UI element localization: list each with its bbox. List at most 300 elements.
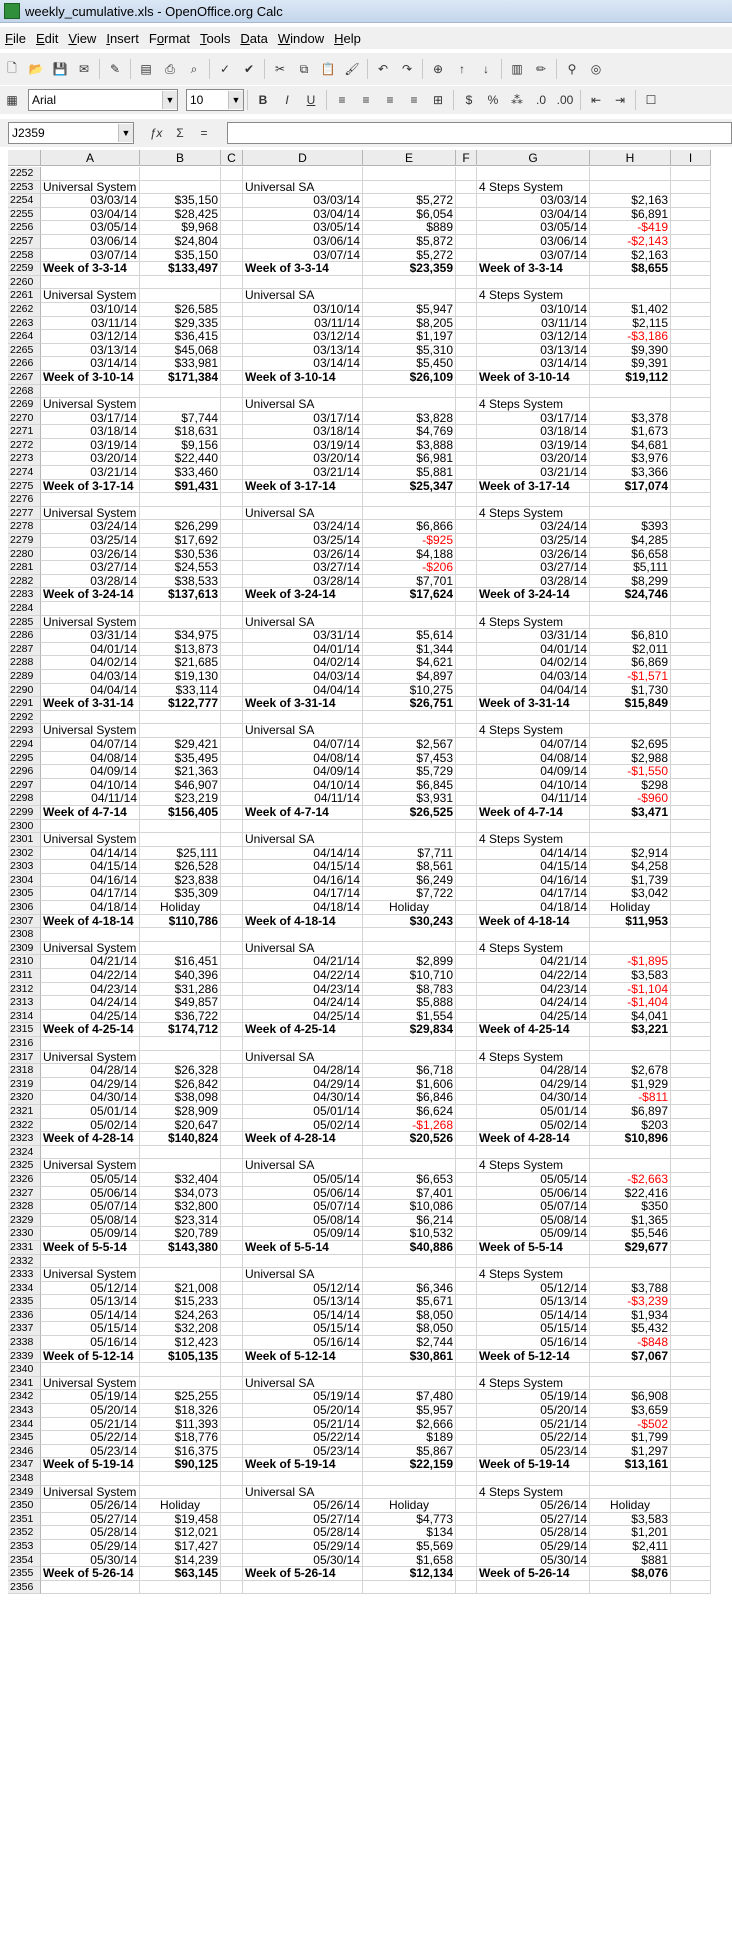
cell-c[interactable] [221, 1132, 243, 1146]
column-header-e[interactable]: E [363, 150, 456, 166]
cell-i[interactable] [671, 942, 711, 956]
cell-f[interactable] [456, 1159, 477, 1173]
cell-i[interactable] [671, 466, 711, 480]
cell-h[interactable] [590, 507, 671, 521]
cell-e[interactable]: $23,359 [363, 262, 456, 276]
cell-h[interactable]: $1,201 [590, 1526, 671, 1540]
cell-c[interactable] [221, 493, 243, 507]
row-header[interactable]: 2271 [8, 425, 41, 439]
cell-d[interactable]: 03/20/14 [243, 452, 363, 466]
cell-g[interactable]: 03/10/14 [477, 303, 590, 317]
cell-h[interactable]: $1,673 [590, 425, 671, 439]
cell-i[interactable] [671, 1241, 711, 1255]
cell-g[interactable]: 03/27/14 [477, 561, 590, 575]
row-header[interactable]: 2307 [8, 915, 41, 929]
cell-a[interactable]: Universal System [41, 1051, 140, 1065]
cell-d[interactable]: 03/03/14 [243, 194, 363, 208]
row-header[interactable]: 2297 [8, 779, 41, 793]
cell-f[interactable] [456, 1295, 477, 1309]
cell-a[interactable]: Week of 4-28-14 [41, 1132, 140, 1146]
cell-e[interactable]: $2,567 [363, 738, 456, 752]
cell-b[interactable]: $19,130 [140, 670, 221, 684]
cell-g[interactable]: 04/03/14 [477, 670, 590, 684]
cell-c[interactable] [221, 1064, 243, 1078]
row-header[interactable]: 2336 [8, 1309, 41, 1323]
cell-g[interactable]: 05/16/14 [477, 1336, 590, 1350]
cell-a[interactable]: 03/06/14 [41, 235, 140, 249]
cell-g[interactable]: 4 Steps System [477, 942, 590, 956]
align-left-icon[interactable]: ≡ [338, 93, 346, 107]
cell-d[interactable]: 04/04/14 [243, 684, 363, 698]
row-header[interactable]: 2278 [8, 520, 41, 534]
cell-a[interactable] [41, 1146, 140, 1160]
cell-h[interactable] [590, 1037, 671, 1051]
cell-a[interactable]: 05/19/14 [41, 1390, 140, 1404]
cell-d[interactable]: 03/18/14 [243, 425, 363, 439]
cell-c[interactable] [221, 1051, 243, 1065]
cell-g[interactable] [477, 1255, 590, 1269]
cell-c[interactable] [221, 697, 243, 711]
cell-c[interactable] [221, 616, 243, 630]
cell-b[interactable]: $24,553 [140, 561, 221, 575]
cell-e[interactable]: $889 [363, 221, 456, 235]
cell-b[interactable]: $16,451 [140, 955, 221, 969]
cell-f[interactable] [456, 371, 477, 385]
open-folder-icon[interactable]: 📂 [28, 62, 44, 76]
cell-g[interactable]: 04/11/14 [477, 792, 590, 806]
cell-c[interactable] [221, 1363, 243, 1377]
cell-g[interactable] [477, 928, 590, 942]
cell-i[interactable] [671, 1105, 711, 1119]
row-header[interactable]: 2286 [8, 629, 41, 643]
cell-g[interactable]: 05/23/14 [477, 1445, 590, 1459]
cell-h[interactable]: $6,869 [590, 656, 671, 670]
cell-b[interactable]: $24,263 [140, 1309, 221, 1323]
cell-f[interactable] [456, 303, 477, 317]
cell-f[interactable] [456, 887, 477, 901]
cell-b[interactable] [140, 385, 221, 399]
cell-g[interactable]: 03/19/14 [477, 439, 590, 453]
cell-h[interactable]: $7,067 [590, 1350, 671, 1364]
cell-c[interactable] [221, 1200, 243, 1214]
cell-c[interactable] [221, 1336, 243, 1350]
cell-d[interactable]: 05/27/14 [243, 1513, 363, 1527]
cell-b[interactable]: $137,613 [140, 588, 221, 602]
cell-i[interactable] [671, 1255, 711, 1269]
cell-g[interactable]: 4 Steps System [477, 1159, 590, 1173]
cell-h[interactable]: $3,976 [590, 452, 671, 466]
cell-a[interactable] [41, 276, 140, 290]
cell-e[interactable]: $4,897 [363, 670, 456, 684]
cell-i[interactable] [671, 235, 711, 249]
cell-a[interactable]: Universal System [41, 833, 140, 847]
cell-h[interactable] [590, 1159, 671, 1173]
cell-a[interactable]: 04/22/14 [41, 969, 140, 983]
row-header[interactable]: 2309 [8, 942, 41, 956]
cell-a[interactable] [41, 928, 140, 942]
cell-i[interactable] [671, 1445, 711, 1459]
cell-c[interactable] [221, 1322, 243, 1336]
cell-d[interactable] [243, 1363, 363, 1377]
cell-d[interactable]: 05/08/14 [243, 1214, 363, 1228]
delete-decimal-icon[interactable]: .00 [556, 93, 574, 107]
cell-d[interactable] [243, 928, 363, 942]
cell-b[interactable]: $122,777 [140, 697, 221, 711]
cell-b[interactable]: $28,425 [140, 208, 221, 222]
cell-g[interactable]: 04/04/14 [477, 684, 590, 698]
cell-e[interactable]: $6,981 [363, 452, 456, 466]
cell-a[interactable]: 05/13/14 [41, 1295, 140, 1309]
cell-d[interactable]: 04/21/14 [243, 955, 363, 969]
cell-e[interactable]: Holiday [363, 1499, 456, 1513]
cell-c[interactable] [221, 167, 243, 181]
cell-i[interactable] [671, 1119, 711, 1133]
cell-a[interactable]: 04/24/14 [41, 996, 140, 1010]
cell-c[interactable] [221, 1091, 243, 1105]
row-header[interactable]: 2344 [8, 1418, 41, 1432]
cell-d[interactable]: 03/21/14 [243, 466, 363, 480]
cell-f[interactable] [456, 1091, 477, 1105]
column-header-a[interactable]: A [41, 150, 140, 166]
cell-f[interactable] [456, 602, 477, 616]
cell-c[interactable] [221, 1390, 243, 1404]
cell-b[interactable] [140, 833, 221, 847]
cell-g[interactable]: 05/02/14 [477, 1119, 590, 1133]
cell-c[interactable] [221, 1526, 243, 1540]
cell-e[interactable]: $5,272 [363, 194, 456, 208]
cell-e[interactable]: $30,243 [363, 915, 456, 929]
cell-d[interactable]: 04/29/14 [243, 1078, 363, 1092]
cell-c[interactable] [221, 194, 243, 208]
cell-a[interactable]: 04/01/14 [41, 643, 140, 657]
cell-f[interactable] [456, 1309, 477, 1323]
cell-h[interactable]: $3,366 [590, 466, 671, 480]
cell-d[interactable]: Week of 3-31-14 [243, 697, 363, 711]
cell-i[interactable] [671, 643, 711, 657]
cell-b[interactable] [140, 711, 221, 725]
cell-d[interactable]: Week of 5-12-14 [243, 1350, 363, 1364]
row-header[interactable]: 2277 [8, 507, 41, 521]
row-header[interactable]: 2253 [8, 181, 41, 195]
cell-i[interactable] [671, 724, 711, 738]
cell-c[interactable] [221, 1350, 243, 1364]
row-header[interactable]: 2353 [8, 1540, 41, 1554]
row-header[interactable]: 2273 [8, 452, 41, 466]
cell-h[interactable]: $19,112 [590, 371, 671, 385]
cell-e[interactable]: $7,701 [363, 575, 456, 589]
cell-h[interactable]: -$960 [590, 792, 671, 806]
cell-e[interactable] [363, 1255, 456, 1269]
cell-c[interactable] [221, 371, 243, 385]
cell-g[interactable]: 4 Steps System [477, 507, 590, 521]
cell-g[interactable]: Week of 3-10-14 [477, 371, 590, 385]
cell-a[interactable]: 03/26/14 [41, 548, 140, 562]
cell-e[interactable]: $8,050 [363, 1309, 456, 1323]
edit-file-icon[interactable]: ✎ [109, 62, 121, 76]
cell-e[interactable]: $8,205 [363, 317, 456, 331]
cell-c[interactable] [221, 820, 243, 834]
cell-a[interactable]: 04/10/14 [41, 779, 140, 793]
cell-f[interactable] [456, 1010, 477, 1024]
cell-b[interactable]: $23,219 [140, 792, 221, 806]
cell-e[interactable] [363, 1377, 456, 1391]
cell-h[interactable]: $15,849 [590, 697, 671, 711]
cell-g[interactable]: 04/07/14 [477, 738, 590, 752]
cell-a[interactable]: 03/12/14 [41, 330, 140, 344]
cell-h[interactable] [590, 1581, 671, 1595]
cell-c[interactable] [221, 398, 243, 412]
cell-d[interactable]: 04/08/14 [243, 752, 363, 766]
cell-b[interactable] [140, 820, 221, 834]
cell-i[interactable] [671, 398, 711, 412]
cell-g[interactable]: 04/14/14 [477, 847, 590, 861]
cell-d[interactable]: 04/16/14 [243, 874, 363, 888]
row-header[interactable]: 2289 [8, 670, 41, 684]
cell-c[interactable] [221, 439, 243, 453]
cell-c[interactable] [221, 779, 243, 793]
cell-i[interactable] [671, 820, 711, 834]
row-header[interactable]: 2266 [8, 357, 41, 371]
cell-e[interactable]: $6,054 [363, 208, 456, 222]
row-header[interactable]: 2303 [8, 860, 41, 874]
cell-f[interactable] [456, 181, 477, 195]
cell-b[interactable]: $29,335 [140, 317, 221, 331]
cell-f[interactable] [456, 1255, 477, 1269]
cell-d[interactable]: 04/01/14 [243, 643, 363, 657]
cell-h[interactable]: $3,378 [590, 412, 671, 426]
cell-b[interactable]: $105,135 [140, 1350, 221, 1364]
cell-g[interactable]: Week of 5-19-14 [477, 1458, 590, 1472]
cell-e[interactable] [363, 928, 456, 942]
cell-b[interactable]: $143,380 [140, 1241, 221, 1255]
cell-a[interactable]: 03/24/14 [41, 520, 140, 534]
cell-a[interactable]: Universal System [41, 398, 140, 412]
cell-f[interactable] [456, 466, 477, 480]
cell-d[interactable]: 05/06/14 [243, 1187, 363, 1201]
cell-d[interactable]: 03/07/14 [243, 249, 363, 263]
row-header[interactable]: 2325 [8, 1159, 41, 1173]
cell-b[interactable]: $34,073 [140, 1187, 221, 1201]
cell-d[interactable]: 05/23/14 [243, 1445, 363, 1459]
cell-f[interactable] [456, 452, 477, 466]
row-header[interactable]: 2256 [8, 221, 41, 235]
cell-a[interactable]: Universal System [41, 507, 140, 521]
row-header[interactable]: 2314 [8, 1010, 41, 1024]
cell-a[interactable]: 04/04/14 [41, 684, 140, 698]
cell-e[interactable]: $5,450 [363, 357, 456, 371]
cell-h[interactable]: $1,934 [590, 1309, 671, 1323]
cell-i[interactable] [671, 887, 711, 901]
cell-i[interactable] [671, 1581, 711, 1595]
cell-d[interactable]: Universal SA [243, 507, 363, 521]
cell-f[interactable] [456, 738, 477, 752]
cell-a[interactable]: 04/29/14 [41, 1078, 140, 1092]
row-header[interactable]: 2340 [8, 1363, 41, 1377]
cell-b[interactable]: $12,021 [140, 1526, 221, 1540]
cell-i[interactable] [671, 1567, 711, 1581]
menu-window[interactable]: Window [277, 30, 325, 46]
cell-i[interactable] [671, 452, 711, 466]
cell-i[interactable] [671, 548, 711, 562]
cell-f[interactable] [456, 833, 477, 847]
cell-e[interactable]: $29,834 [363, 1023, 456, 1037]
cell-h[interactable] [590, 167, 671, 181]
cell-a[interactable]: 05/07/14 [41, 1200, 140, 1214]
cell-g[interactable]: 05/15/14 [477, 1322, 590, 1336]
cell-d[interactable]: 03/06/14 [243, 235, 363, 249]
row-header[interactable]: 2267 [8, 371, 41, 385]
cell-f[interactable] [456, 1458, 477, 1472]
cell-g[interactable]: 04/15/14 [477, 860, 590, 874]
cell-d[interactable]: 05/16/14 [243, 1336, 363, 1350]
cell-i[interactable] [671, 915, 711, 929]
cell-a[interactable]: 04/18/14 [41, 901, 140, 915]
row-header[interactable]: 2270 [8, 412, 41, 426]
row-header[interactable]: 2258 [8, 249, 41, 263]
borders-icon[interactable]: ☐ [645, 93, 657, 107]
row-header[interactable]: 2255 [8, 208, 41, 222]
find-replace-icon[interactable]: ⚲ [567, 62, 577, 76]
cell-h[interactable]: $3,788 [590, 1282, 671, 1296]
cell-d[interactable]: 03/27/14 [243, 561, 363, 575]
cell-b[interactable]: $35,309 [140, 887, 221, 901]
cell-i[interactable] [671, 969, 711, 983]
cell-e[interactable]: $25,347 [363, 480, 456, 494]
cell-g[interactable] [477, 167, 590, 181]
cell-h[interactable] [590, 493, 671, 507]
row-header[interactable]: 2276 [8, 493, 41, 507]
cell-c[interactable] [221, 344, 243, 358]
cell-d[interactable]: Week of 4-25-14 [243, 1023, 363, 1037]
cell-b[interactable]: Holiday [140, 1499, 221, 1513]
cell-d[interactable]: Universal SA [243, 1268, 363, 1282]
cell-g[interactable]: 05/20/14 [477, 1404, 590, 1418]
cell-h[interactable]: $3,221 [590, 1023, 671, 1037]
cell-b[interactable]: $26,842 [140, 1078, 221, 1092]
cell-g[interactable]: 05/21/14 [477, 1418, 590, 1432]
email-icon[interactable]: ✉ [78, 62, 90, 76]
cell-g[interactable]: 03/06/14 [477, 235, 590, 249]
cell-b[interactable]: $36,722 [140, 1010, 221, 1024]
cell-e[interactable] [363, 602, 456, 616]
cell-g[interactable]: 05/01/14 [477, 1105, 590, 1119]
cell-e[interactable]: $6,653 [363, 1173, 456, 1187]
cell-d[interactable]: 03/25/14 [243, 534, 363, 548]
cell-b[interactable] [140, 493, 221, 507]
cell-a[interactable]: 04/17/14 [41, 887, 140, 901]
cell-h[interactable]: -$1,895 [590, 955, 671, 969]
cell-f[interactable] [456, 276, 477, 290]
cell-d[interactable]: 03/26/14 [243, 548, 363, 562]
cell-g[interactable]: 05/27/14 [477, 1513, 590, 1527]
cell-a[interactable]: 04/23/14 [41, 983, 140, 997]
cell-e[interactable]: $3,828 [363, 412, 456, 426]
cell-e[interactable] [363, 385, 456, 399]
cell-h[interactable]: $22,416 [590, 1187, 671, 1201]
cell-e[interactable] [363, 711, 456, 725]
align-right-icon[interactable]: ≡ [386, 93, 394, 107]
cell-c[interactable] [221, 983, 243, 997]
cell-e[interactable]: -$1,268 [363, 1119, 456, 1133]
cell-e[interactable]: $26,751 [363, 697, 456, 711]
navigator-icon[interactable]: ◎ [590, 62, 602, 76]
cell-a[interactable]: Universal System [41, 1268, 140, 1282]
row-header[interactable]: 2305 [8, 887, 41, 901]
cell-a[interactable]: Week of 3-3-14 [41, 262, 140, 276]
cell-e[interactable]: $10,532 [363, 1227, 456, 1241]
cell-i[interactable] [671, 439, 711, 453]
cell-d[interactable]: Week of 5-26-14 [243, 1567, 363, 1581]
cell-h[interactable]: $5,432 [590, 1322, 671, 1336]
cell-h[interactable] [590, 289, 671, 303]
cell-f[interactable] [456, 1336, 477, 1350]
cell-h[interactable]: $1,929 [590, 1078, 671, 1092]
cell-a[interactable] [41, 711, 140, 725]
cell-e[interactable] [363, 276, 456, 290]
column-header-h[interactable]: H [590, 150, 671, 166]
cell-i[interactable] [671, 412, 711, 426]
cell-a[interactable]: Universal System [41, 1377, 140, 1391]
cell-e[interactable]: $8,050 [363, 1322, 456, 1336]
cell-e[interactable]: $5,872 [363, 235, 456, 249]
cell-a[interactable]: 04/30/14 [41, 1091, 140, 1105]
cell-c[interactable] [221, 561, 243, 575]
cell-a[interactable]: 05/28/14 [41, 1526, 140, 1540]
font-size-combo[interactable] [186, 89, 244, 111]
cell-f[interactable] [456, 656, 477, 670]
cell-c[interactable] [221, 1037, 243, 1051]
cell-a[interactable]: 04/28/14 [41, 1064, 140, 1078]
cell-f[interactable] [456, 1350, 477, 1364]
cell-i[interactable] [671, 317, 711, 331]
cell-g[interactable]: 03/13/14 [477, 344, 590, 358]
cell-d[interactable]: 05/13/14 [243, 1295, 363, 1309]
cell-f[interactable] [456, 480, 477, 494]
font-name-combo[interactable] [28, 89, 178, 111]
row-header[interactable]: 2287 [8, 643, 41, 657]
cell-g[interactable]: 03/28/14 [477, 575, 590, 589]
cell-d[interactable]: Universal SA [243, 616, 363, 630]
cell-g[interactable]: 04/30/14 [477, 1091, 590, 1105]
cell-f[interactable] [456, 765, 477, 779]
cell-c[interactable] [221, 1010, 243, 1024]
cell-h[interactable]: $1,365 [590, 1214, 671, 1228]
cell-c[interactable] [221, 1227, 243, 1241]
cell-e[interactable]: $4,188 [363, 548, 456, 562]
cell-b[interactable]: $22,440 [140, 452, 221, 466]
cell-e[interactable]: $20,526 [363, 1132, 456, 1146]
cell-f[interactable] [456, 1486, 477, 1500]
cell-i[interactable] [671, 1336, 711, 1350]
cell-b[interactable]: $90,125 [140, 1458, 221, 1472]
cell-d[interactable]: 03/14/14 [243, 357, 363, 371]
cell-b[interactable] [140, 181, 221, 195]
cell-h[interactable]: $6,810 [590, 629, 671, 643]
cell-a[interactable] [41, 602, 140, 616]
cell-h[interactable]: $2,115 [590, 317, 671, 331]
cell-i[interactable] [671, 806, 711, 820]
cell-e[interactable]: $6,346 [363, 1282, 456, 1296]
cell-h[interactable]: $13,161 [590, 1458, 671, 1472]
cell-a[interactable]: Week of 5-26-14 [41, 1567, 140, 1581]
cell-g[interactable]: 4 Steps System [477, 1268, 590, 1282]
cell-b[interactable]: $11,393 [140, 1418, 221, 1432]
cell-c[interactable] [221, 670, 243, 684]
cell-i[interactable] [671, 711, 711, 725]
cell-a[interactable] [41, 1581, 140, 1595]
cell-c[interactable] [221, 1241, 243, 1255]
cell-a[interactable]: Week of 5-19-14 [41, 1458, 140, 1472]
